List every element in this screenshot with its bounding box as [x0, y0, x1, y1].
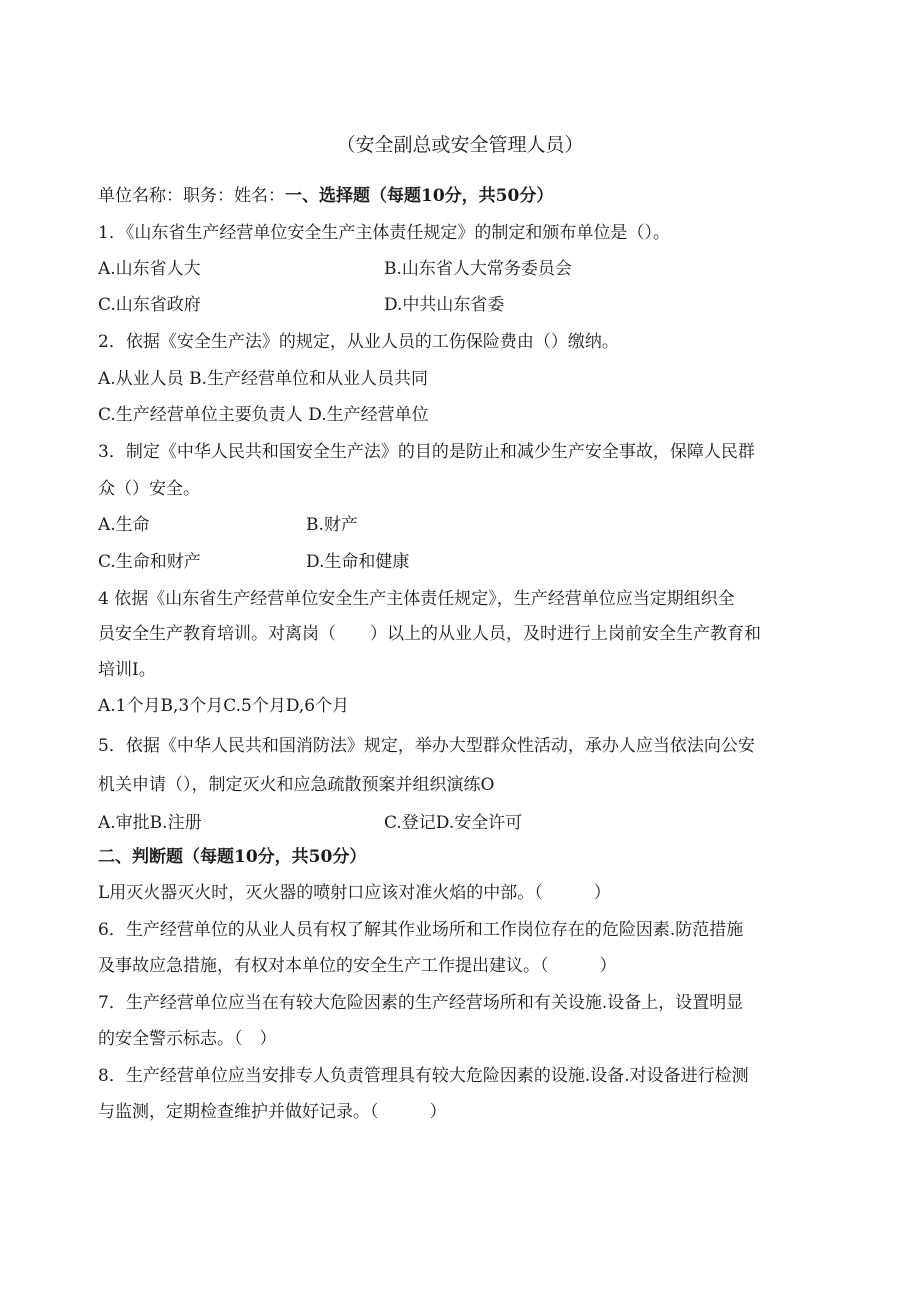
q5-options-cd: C.登记D.安全许可	[384, 813, 523, 833]
q2-text: 2．依据《安全生产法》的规定，从业人员的工伤保险费由（）缴纳。	[98, 332, 619, 352]
section2-heading: 二、判断题（每题10分，共50分）	[98, 847, 367, 867]
q4-text-line3: 培训I。	[98, 660, 156, 680]
q1-text: 1．《山东省生产经营单位安全生产主体责任规定》的制定和颁布单位是（）。	[98, 223, 670, 243]
q2-options-ab: A.从业人员 B.生产经营单位和从业人员共同	[98, 369, 428, 389]
q2-options-cd: C.生产经营单位主要负责人 D.生产经营单位	[98, 405, 429, 425]
q4-text-line1: 4 依据《山东省生产经营单位安全生产主体责任规定》，生产经营单位应当定期组织全	[98, 589, 735, 609]
q4-options: A.1个月B,3个月C.5个月D,6个月	[98, 696, 350, 716]
header-info-line	[98, 188, 553, 205]
header-info: 单位名称：职务：姓名：	[98, 186, 285, 206]
q3-option-d: D.生命和健康	[306, 552, 410, 572]
judge-6-line2: 及事故应急措施，有权对本单位的安全生产工作提出建议。（ ）	[98, 956, 617, 976]
section1-heading: 一、选择题（每题10分，共50分）	[285, 186, 554, 206]
judge-6-line1: 6．生产经营单位的从业人员有权了解其作业场所和工作岗位存在的危险因素.防范措施	[98, 920, 744, 940]
q3-option-a: A.生命	[98, 515, 150, 535]
q3-option-b: B.财产	[306, 515, 358, 535]
judge-7-line2: 的安全警示标志。（ ）	[98, 1029, 277, 1049]
q1-option-b: B.山东省人大常务委员会	[384, 259, 572, 279]
document-title: （安全副总或安全管理人员）	[336, 134, 584, 156]
q5-text-line2: 机关申请（），制定灭火和应急疏散预案并组织演练O	[98, 775, 495, 795]
judge-8-line1: 8．生产经营单位应当安排专人负责管理具有较大危险因素的设施.设备.对设备进行检测	[98, 1066, 749, 1086]
q3-text-line2: 众（）安全。	[98, 479, 200, 499]
q5-options-ab: A.审批B.注册	[98, 813, 202, 833]
judge-1: L用灭火器灭火时，灭火器的喷射口应该对准火焰的中部。（ ）	[98, 883, 611, 903]
judge-7-line1: 7．生产经营单位应当在有较大危险因素的生产经营场所和有关设施.设备上，设置明显	[98, 993, 744, 1013]
q4-text-line2: 员安全生产教育培训。对离岗（ ）以上的从业人员，及时进行上岗前安全生产教育和	[98, 624, 761, 644]
q3-option-c: C.生命和财产	[98, 552, 201, 572]
q5-text-line1: 5．依据《中华人民共和国消防法》规定，举办大型群众性活动，承办人应当依法向公安	[98, 736, 755, 756]
q1-option-d: D.中共山东省委	[384, 295, 505, 315]
judge-8-line2: 与监测，定期检查维护并做好记录。（ ）	[98, 1102, 447, 1122]
q1-option-c: C.山东省政府	[98, 295, 201, 315]
q3-text-line1: 3．制定《中华人民共和国安全生产法》的目的是防止和减少生产安全事故，保障人民群	[98, 442, 755, 462]
q1-option-a: A.山东省人大	[98, 259, 201, 279]
